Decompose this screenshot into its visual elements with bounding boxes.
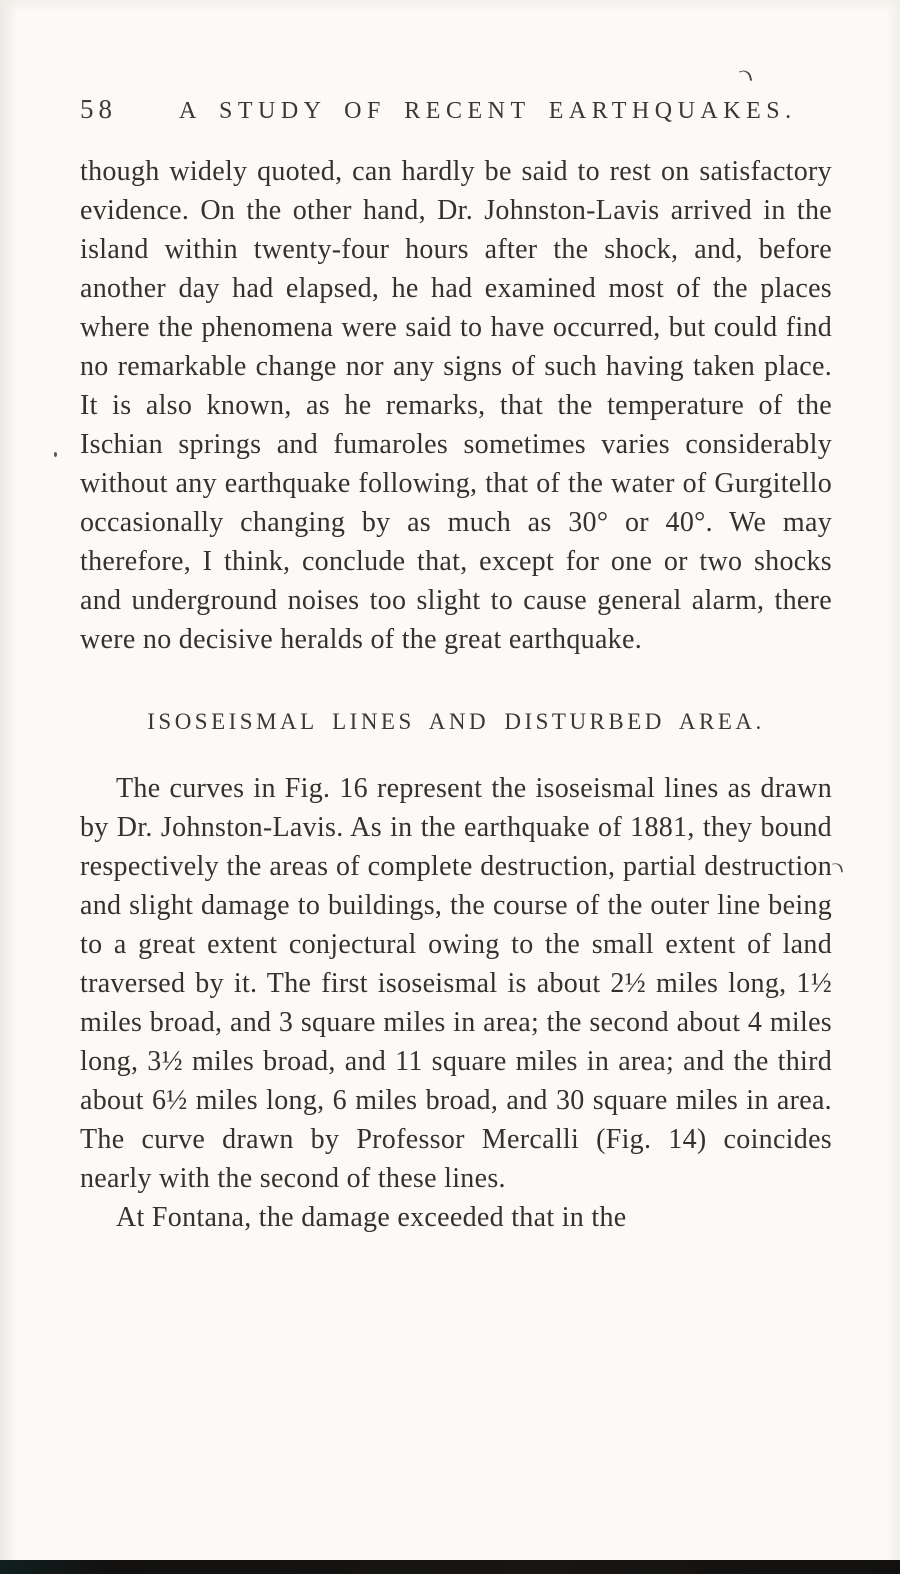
page-body <box>80 152 832 1237</box>
paragraph-fontana: At Fontana, the damage exceeded that in the <box>116 1202 627 1233</box>
scan-artifact-mark <box>739 69 753 83</box>
page-header <box>80 94 830 125</box>
paragraph-isoseismal: The curves in Fig. 16 represent the isoseismal lines as drawn by Dr. Johnston-Lavis. As in the earthquake of 1881, they bound respectively the areas of complete destruction, partial destruction and slight damage to buildings, the course of the outer line being to a great extent conjectural owing to the small extent of land traversed by it. The first isoseismal is about 2½ miles long, 1½ miles broad, and 3 square miles in area; the second about 4 miles long, 3½ miles broad, and 11 square miles in area; and the third about 6½ miles long, 6 miles broad, and 30 square miles in area. The curve drawn by Professor Mercalli (Fig. 14) coincides nearly with the second of these lines. <box>80 773 832 1194</box>
scan-edge-bar <box>0 1560 900 1574</box>
paragraph-continuation: though widely quoted, can hardly be said to rest on satisfactory evidence. On the other hand, Dr. Johnston-Lavis arrived in the island within twenty-four hours after the shock, and, before another day had elapsed, he had examined most of the places where the phenomena were said to have occurred, but could find no remarkable change nor any signs of such having taken place. It is also known, as he remarks, that the temperature of the Ischian springs and fumaroles sometimes varies considerably without any earthquake following, that of the water of Gurgitello occasionally changing by as much as 30° or 40°. We may therefore, I think, conclude that, except for one or two shocks and underground noises too slight to cause general alarm, there were no decisive heralds of the great earthquake. <box>80 156 832 655</box>
running-header: A STUDY OF RECENT EARTHQUAKES. <box>179 98 797 124</box>
page-number: 58 <box>80 94 117 124</box>
scan-artifact-mark <box>832 862 843 874</box>
section-heading: ISOSEISMAL LINES AND DISTURBED AREA. <box>147 709 765 734</box>
scan-artifact-dot <box>54 452 57 457</box>
